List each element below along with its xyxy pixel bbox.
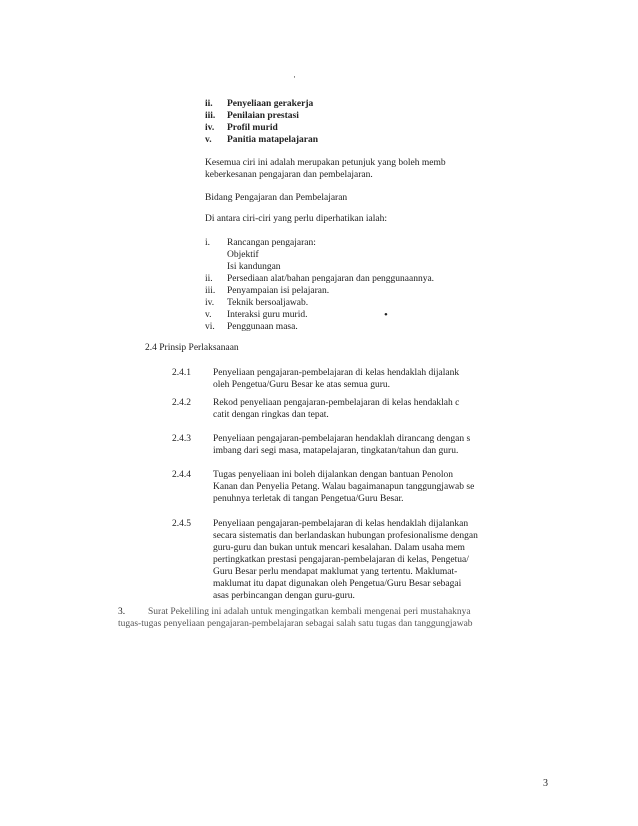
list-item <box>205 98 425 110</box>
intro-paragraph <box>205 157 446 181</box>
list-item <box>205 261 505 273</box>
list-item <box>205 249 505 261</box>
list-item-text: Penggunaan masa. <box>227 322 298 332</box>
subsection-line: penuhnya terletak di tangan Pengetua/Guru Besar. <box>213 494 404 504</box>
subsection-line: Rekod penyeliaan pengajaran-pembelajaran di kelas hendaklah c <box>213 398 460 408</box>
list-item <box>205 285 505 297</box>
list-item <box>205 110 425 122</box>
speck-mark: • <box>384 309 388 321</box>
subsection-line: Tugas penyeliaan ini boleh dijalankan dengan bantuan Penolon <box>213 470 454 480</box>
closing-line: tugas-tugas penyeliaan pengajaran-pembelajaran sebagai salah satu tugas dan tanggungjawab <box>118 619 473 629</box>
subsection-line: Penyeliaan pengajaran-pembelajaran di kelas hendaklah dijalankan <box>213 519 469 529</box>
subsection-line: Penyeliaan pengajaran-pembelajaran hendaklah dirancang dengan s <box>213 434 471 444</box>
subsection-line: maklumat itu dapat digunakan oleh Pengetua/Guru Besar sebagai <box>213 579 462 589</box>
list-item-number: iii. <box>205 111 216 121</box>
closing-paragraph <box>118 606 513 630</box>
subsection-line: pertingkatkan prestasi pengajaran-pembelajaran di kelas, Pengetua/ <box>213 555 469 565</box>
list-item-text: Teknik bersoaljawab. <box>227 298 309 308</box>
list-item <box>205 134 425 146</box>
subsection-number: 2.4.2 <box>172 398 191 408</box>
list-item-text: Panitia matapelajaran <box>227 135 319 145</box>
subsection-line: Kanan dan Penyelia Petang. Walau bagaimanapun tanggungjawab se <box>213 482 475 492</box>
principle-heading: 2.4 Prinsip Perlaksanaan <box>145 343 239 353</box>
subsection-line: secara sistematis dan berlandaskan hubungan profesionalisme dengan <box>213 531 478 541</box>
list-item-text: Objektif <box>227 250 259 260</box>
list-item-number: ii. <box>205 274 213 284</box>
subsection-number: 2.4.3 <box>172 434 191 444</box>
items-list <box>205 237 505 333</box>
list-item-text: Rancangan pengajaran: <box>227 238 316 248</box>
subsection-line: Penyeliaan pengajaran-pembelajaran di kelas hendaklah dijalank <box>213 368 460 378</box>
paragraph-line: Kesemua ciri ini adalah merupakan petunjuk yang boleh memb <box>205 158 446 168</box>
closing-number: 3. <box>118 607 126 617</box>
list-item-text: Penyeliaan gerakerja <box>227 99 314 109</box>
paragraph-line: keberkesanan pengajaran dan pembelajaran. <box>205 170 373 180</box>
list-item-number: v. <box>205 310 212 320</box>
subsection-number: 2.4.4 <box>172 470 191 480</box>
list-item-number: iv. <box>205 298 215 308</box>
section-heading: Bidang Pengajaran dan Pembelajaran <box>205 193 348 203</box>
subsection-line: Guru Besar perlu mendapat maklumat yang tertentu. Maklumat- <box>213 567 458 577</box>
subsection-line: asas perbincangan dengan guru-guru. <box>213 591 355 601</box>
list-item <box>205 321 505 333</box>
section-intro: Di antara ciri-ciri yang perlu diperhatikan ialah: <box>205 214 388 224</box>
top-list <box>205 98 425 146</box>
subsection-line: imbang dari segi masa, matapelajaran, tingkatan/tahun dan guru. <box>213 446 459 456</box>
list-item-number: v. <box>205 135 212 145</box>
list-item-number: iv. <box>205 123 215 133</box>
subsection-line: guru-guru dan bukan untuk mencari kesalahan. Dalam usaha mem <box>213 543 465 553</box>
subsection-body <box>213 469 513 505</box>
list-item-text: Persediaan alat/bahan pengajaran dan penggunaannya. <box>227 274 435 284</box>
subsection-body <box>213 433 513 457</box>
list-item-text: Penilaian prestasi <box>227 111 299 121</box>
list-item-text: Profil murid <box>227 123 278 133</box>
list-item-number: vi. <box>205 322 215 332</box>
speck-mark: · <box>293 72 296 82</box>
subsection-body <box>213 397 513 421</box>
list-item <box>205 273 505 285</box>
closing-line: Surat Pekeliling ini adalah untuk mengingatkan kembali mengenai peri mustahaknya <box>148 607 471 617</box>
subsection-number: 2.4.5 <box>172 519 191 529</box>
list-item <box>205 237 505 249</box>
list-item <box>205 309 505 321</box>
subsection-body <box>213 367 513 391</box>
list-item-text: Penyampaian isi pelajaran. <box>227 286 330 296</box>
subsection-body <box>213 518 513 602</box>
page-number: 3 <box>543 778 548 789</box>
subsection-number: 2.4.1 <box>172 368 191 378</box>
list-item <box>205 122 425 134</box>
subsection-line: oleh Pengetua/Guru Besar ke atas semua guru. <box>213 380 391 390</box>
list-item-number: i. <box>205 238 211 248</box>
list-item-number: iii. <box>205 286 216 296</box>
list-item-number: ii. <box>205 99 213 109</box>
list-item-text: Interaksi guru murid. <box>227 310 308 320</box>
subsection-line: catit dengan ringkas dan tepat. <box>213 410 329 420</box>
list-item-text: Isi kandungan <box>227 262 281 272</box>
list-item <box>205 297 505 309</box>
